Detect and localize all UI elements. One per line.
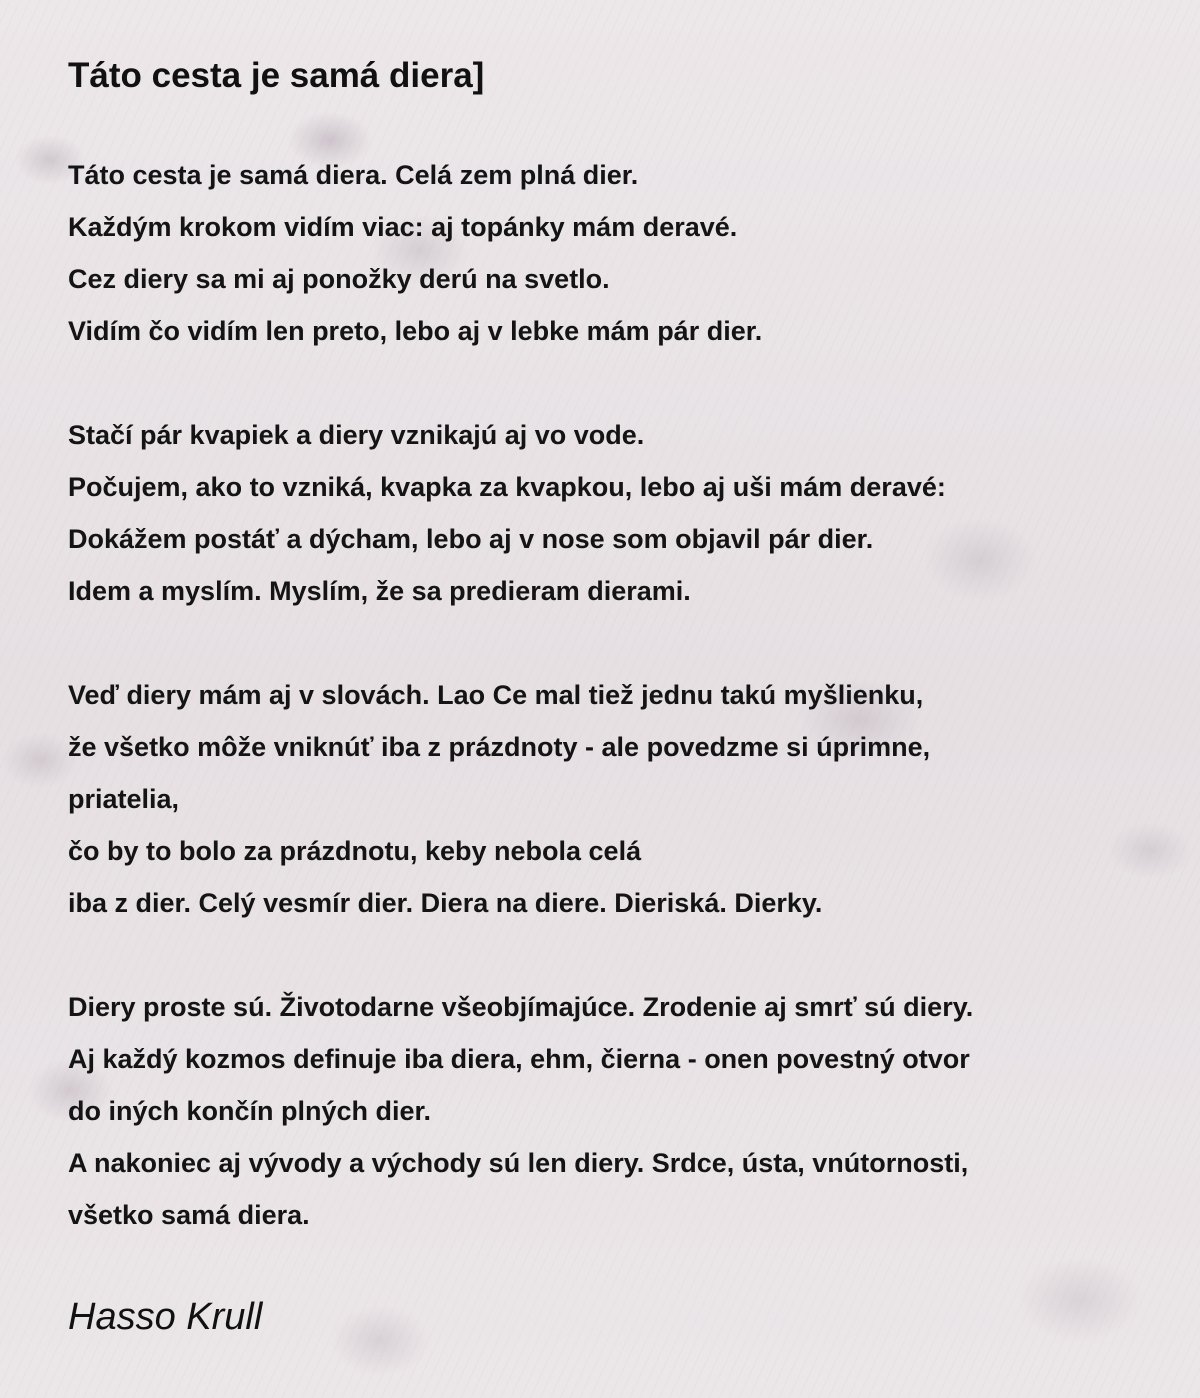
poem-line: Každým krokom vidím viac: aj topánky mám deravé. — [68, 212, 738, 242]
poem-line: A nakoniec aj vývody a východy sú len diery. Srdce, ústa, vnútornosti, — [68, 1148, 969, 1178]
poem-line: Stačí pár kvapiek a diery vznikajú aj vo vode. — [68, 420, 645, 450]
poem-line: Dokážem postáť a dýcham, lebo aj v nose som objavil pár dier. — [68, 524, 874, 554]
poem-line: Idem a myslím. Myslím, že sa predieram dierami. — [68, 576, 691, 606]
poem-line: Cez diery sa mi aj ponožky derú na svetlo. — [68, 264, 610, 294]
poem-line: Aj každý kozmos definuje iba diera, ehm, čierna - onen povestný otvor — [68, 1044, 970, 1074]
poem-line: Vidím čo vidím len preto, lebo aj v lebke mám pár dier. — [68, 316, 763, 346]
poem-line: že všetko môže vniknúť iba z prázdnoty - ale povedzme si úprimne, — [68, 732, 931, 762]
poem-line: Táto cesta je samá diera. Celá zem plná dier. — [68, 160, 639, 190]
poem-line: Počujem, ako to vzniká, kvapka za kvapkou, lebo aj uši mám deravé: — [68, 472, 946, 502]
stanza-1 — [68, 149, 1178, 357]
poem-line: do iných končín plných dier. — [68, 1096, 432, 1126]
poem-line: Diery proste sú. Životodarne všeobjímajúce. Zrodenie aj smrť sú diery. — [68, 992, 974, 1022]
poem-line: čo by to bolo za prázdnotu, keby nebola celá — [68, 836, 642, 866]
poem-author: Hasso Krull — [68, 1296, 263, 1338]
stanza-2 — [68, 409, 1178, 617]
poem-title: Táto cesta je samá diera] — [68, 56, 485, 95]
poem-line: iba z dier. Celý vesmír dier. Diera na diere. Dieriská. Dierky. — [68, 888, 823, 918]
stanza-4 — [68, 981, 1178, 1241]
poem-line: priatelia, — [68, 784, 180, 814]
poem-line: Veď diery mám aj v slovách. Lao Ce mal tiež jednu takú myšlienku, — [68, 680, 924, 710]
poem-container — [68, 52, 1178, 1341]
poem-line: všetko samá diera. — [68, 1200, 310, 1230]
stanza-3 — [68, 669, 1178, 929]
poem-body — [68, 149, 1178, 1241]
